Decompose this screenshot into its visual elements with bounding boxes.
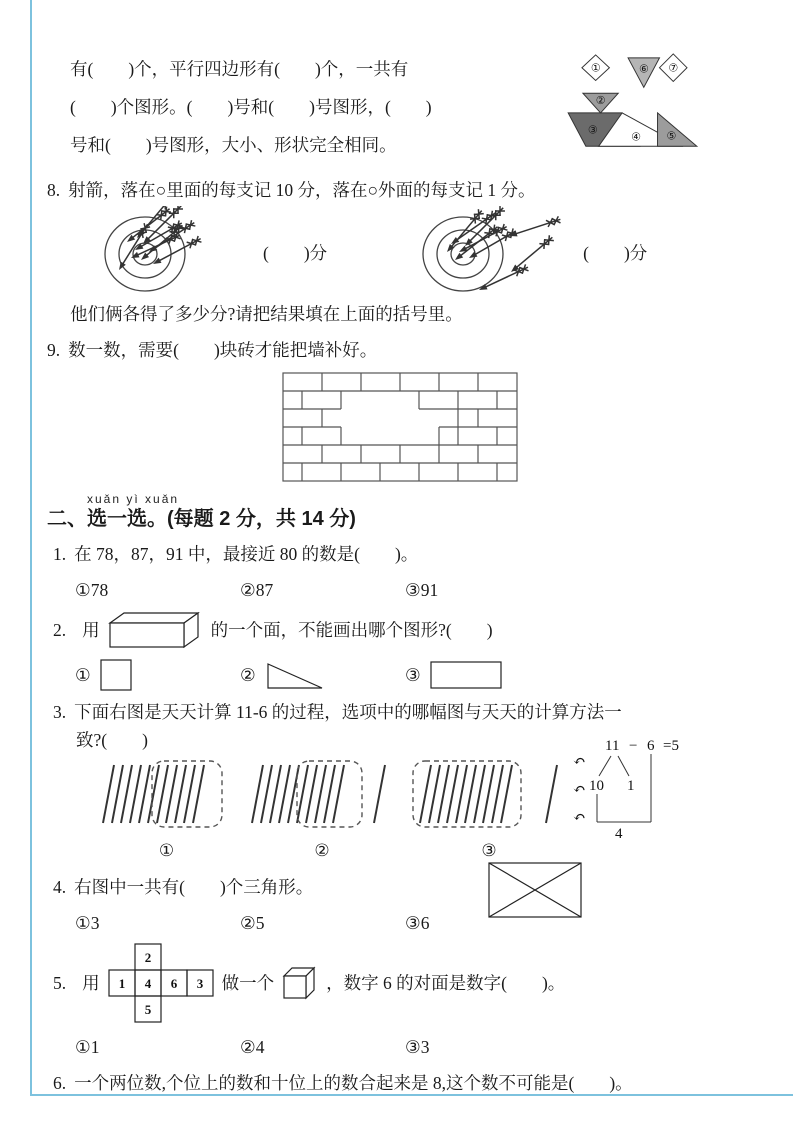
q7-line1: 有( )个，平行四边形有( )个，一共有 bbox=[70, 59, 409, 79]
net-cell-1: 1 bbox=[118, 976, 125, 991]
archery-target-1 bbox=[93, 206, 243, 298]
q4-options bbox=[75, 909, 753, 937]
tangram-label-5: ⑤ bbox=[666, 130, 677, 143]
sticks-group-3 bbox=[410, 760, 568, 832]
sticks-group-2 bbox=[248, 760, 396, 832]
q3-line1 bbox=[53, 698, 753, 726]
q1-option-2: ②87 bbox=[240, 580, 274, 600]
q4-line bbox=[53, 873, 753, 901]
page-border-left bbox=[30, 0, 32, 1096]
q2-text-after: 的一个面，不能画出哪个图形?( ) bbox=[210, 620, 493, 640]
q4-text: 右图中一共有( )个三角形。 bbox=[74, 877, 314, 897]
q2-option-3-label: ③ bbox=[405, 665, 421, 685]
q5-text-before: 用 bbox=[82, 973, 100, 993]
q4-option-2: ②5 bbox=[240, 913, 265, 933]
q3-group-2-label: ② bbox=[314, 841, 330, 860]
q9-line bbox=[47, 336, 753, 364]
triangle-shape bbox=[264, 658, 326, 692]
net-cell-top: 2 bbox=[144, 950, 151, 965]
question-9 bbox=[47, 336, 753, 482]
q8-score-blank-2: ( )分 bbox=[583, 242, 648, 263]
q4-number: 4. bbox=[53, 877, 67, 897]
net-cell-3: 6 bbox=[170, 976, 177, 991]
q5-option-3: ③3 bbox=[405, 1037, 430, 1057]
q1-options bbox=[75, 576, 753, 604]
q1-option-3: ③91 bbox=[405, 580, 439, 600]
choice-question-6 bbox=[53, 1069, 753, 1097]
tangram-label-4: ④ bbox=[631, 131, 641, 144]
q5-option-2: ②4 bbox=[240, 1037, 265, 1057]
choice-question-4 bbox=[53, 873, 753, 937]
q9-number: 9. bbox=[47, 340, 61, 360]
choice-question-5 bbox=[53, 941, 753, 1061]
square-shape bbox=[99, 658, 135, 692]
choice-question-1 bbox=[53, 540, 753, 604]
q6-number: 6. bbox=[53, 1073, 67, 1093]
q2-options bbox=[75, 658, 753, 692]
q5-options bbox=[75, 1033, 753, 1061]
rotate-arrow-icon: ↶ bbox=[573, 782, 586, 798]
decomp-part-ten: 10 bbox=[589, 778, 604, 794]
q7-text-block bbox=[70, 50, 575, 164]
q2-option-3 bbox=[405, 658, 570, 692]
q3-group-3 bbox=[410, 760, 568, 863]
q6-text: 一个两位数,个位上的数和十位上的数合起来是 8,这个数不可能是( )。 bbox=[74, 1073, 633, 1093]
q3-group-2 bbox=[248, 760, 396, 863]
q5-option-1: ①1 bbox=[75, 1037, 100, 1057]
q4-option-1: ①3 bbox=[75, 913, 100, 933]
q2-line bbox=[53, 610, 753, 650]
cuboid-box-figure bbox=[108, 611, 203, 649]
choice-question-3 bbox=[53, 698, 753, 863]
decomp-subtrahend: 6 bbox=[647, 738, 655, 754]
tangram-label-6: ⑥ bbox=[638, 63, 649, 76]
net-cell-2: 4 bbox=[144, 976, 151, 991]
tangram-label-2: ② bbox=[595, 95, 606, 108]
q4-option-3: ③6 bbox=[405, 913, 430, 933]
q8-text: 射箭，落在○里面的每支记 10 分，落在○外面的每支记 1 分。 bbox=[68, 180, 536, 200]
archery-target-2 bbox=[413, 206, 563, 298]
q2-option-1-label: ① bbox=[75, 665, 91, 685]
q5-number: 5. bbox=[53, 973, 67, 993]
q7-line2: ( )个图形。( )号和( )号图形，( ) bbox=[70, 97, 432, 117]
q6-line bbox=[53, 1069, 753, 1097]
rectangle-x-figure bbox=[487, 861, 583, 919]
q7-line3: 号和( )号图形，大小、形状完全相同。 bbox=[70, 135, 397, 155]
test-paper-content bbox=[47, 50, 753, 1097]
net-cell-bottom: 5 bbox=[144, 1002, 151, 1017]
q3-text-line1: 下面右图是天天计算 11-6 的过程，选项中的哪幅图与天天的计算方法一 bbox=[74, 702, 622, 722]
tangram-label-1: ① bbox=[590, 62, 601, 75]
section-2-title: 二、选一选。(每题 2 分，共 14 分) bbox=[47, 508, 356, 530]
q1-option-1: ①78 bbox=[75, 580, 109, 600]
tangram-label-3: ③ bbox=[587, 124, 598, 137]
q1-number: 1. bbox=[53, 544, 67, 564]
choice-question-2 bbox=[53, 610, 753, 692]
q3-number: 3. bbox=[53, 702, 67, 722]
brick-wall-figure bbox=[282, 372, 518, 482]
q5-text-after: ，数字 6 的对面是数字( )。 bbox=[326, 973, 566, 993]
q3-text-line2: 致?( ) bbox=[76, 730, 148, 750]
decomp-minus: − bbox=[629, 738, 638, 754]
q3-group-3-label: ③ bbox=[481, 841, 497, 860]
q3-group-1-label: ① bbox=[158, 841, 175, 860]
q2-number: 2. bbox=[53, 620, 67, 640]
cube-net-figure bbox=[108, 943, 214, 1023]
q5-text-middle: 做一个 bbox=[221, 973, 275, 993]
q2-option-1 bbox=[75, 658, 240, 692]
decomp-result-four: 4 bbox=[615, 826, 623, 842]
tangram-figure bbox=[563, 52, 701, 162]
q5-line bbox=[53, 941, 753, 1025]
q1-text: 在 78，87，91 中，最接近 80 的数是( )。 bbox=[74, 544, 419, 564]
cube-figure bbox=[282, 966, 318, 1000]
q8-note bbox=[70, 300, 753, 328]
sticks-group-1 bbox=[99, 760, 234, 832]
q8-score-blank-1: ( )分 bbox=[263, 242, 328, 263]
q2-option-2-label: ② bbox=[240, 665, 256, 685]
rotate-arrow-icon: ↶ bbox=[573, 754, 586, 770]
section-2-header bbox=[47, 492, 753, 532]
decomp-minuend: 11 bbox=[605, 738, 620, 754]
decomposition-diagram bbox=[571, 732, 703, 844]
q2-option-2 bbox=[240, 658, 405, 692]
tangram-label-7: ⑦ bbox=[668, 62, 679, 75]
rectangle-shape bbox=[429, 660, 505, 690]
net-cell-4: 3 bbox=[196, 976, 203, 991]
question-8 bbox=[47, 176, 753, 328]
q9-text: 数一数，需要( )块砖才能把墙补好。 bbox=[68, 340, 378, 360]
rotate-arrow-icon: ↶ bbox=[573, 810, 586, 826]
q8-note-text: 他们俩各得了多少分?请把结果填在上面的括号里。 bbox=[70, 304, 463, 324]
section-2-pinyin: xuǎn yì xuǎn bbox=[87, 492, 180, 506]
tangram-piece-5 bbox=[658, 113, 697, 146]
q2-text-before: 用 bbox=[82, 620, 100, 640]
decomp-equals: =5 bbox=[663, 738, 679, 754]
q8-number: 8. bbox=[47, 180, 61, 200]
q3-group-1 bbox=[99, 760, 234, 863]
q1-line bbox=[53, 540, 753, 568]
q8-targets-row bbox=[93, 206, 753, 298]
decomp-part-one: 1 bbox=[627, 778, 635, 794]
question-7-continuation bbox=[47, 50, 753, 164]
q8-line bbox=[47, 176, 753, 204]
